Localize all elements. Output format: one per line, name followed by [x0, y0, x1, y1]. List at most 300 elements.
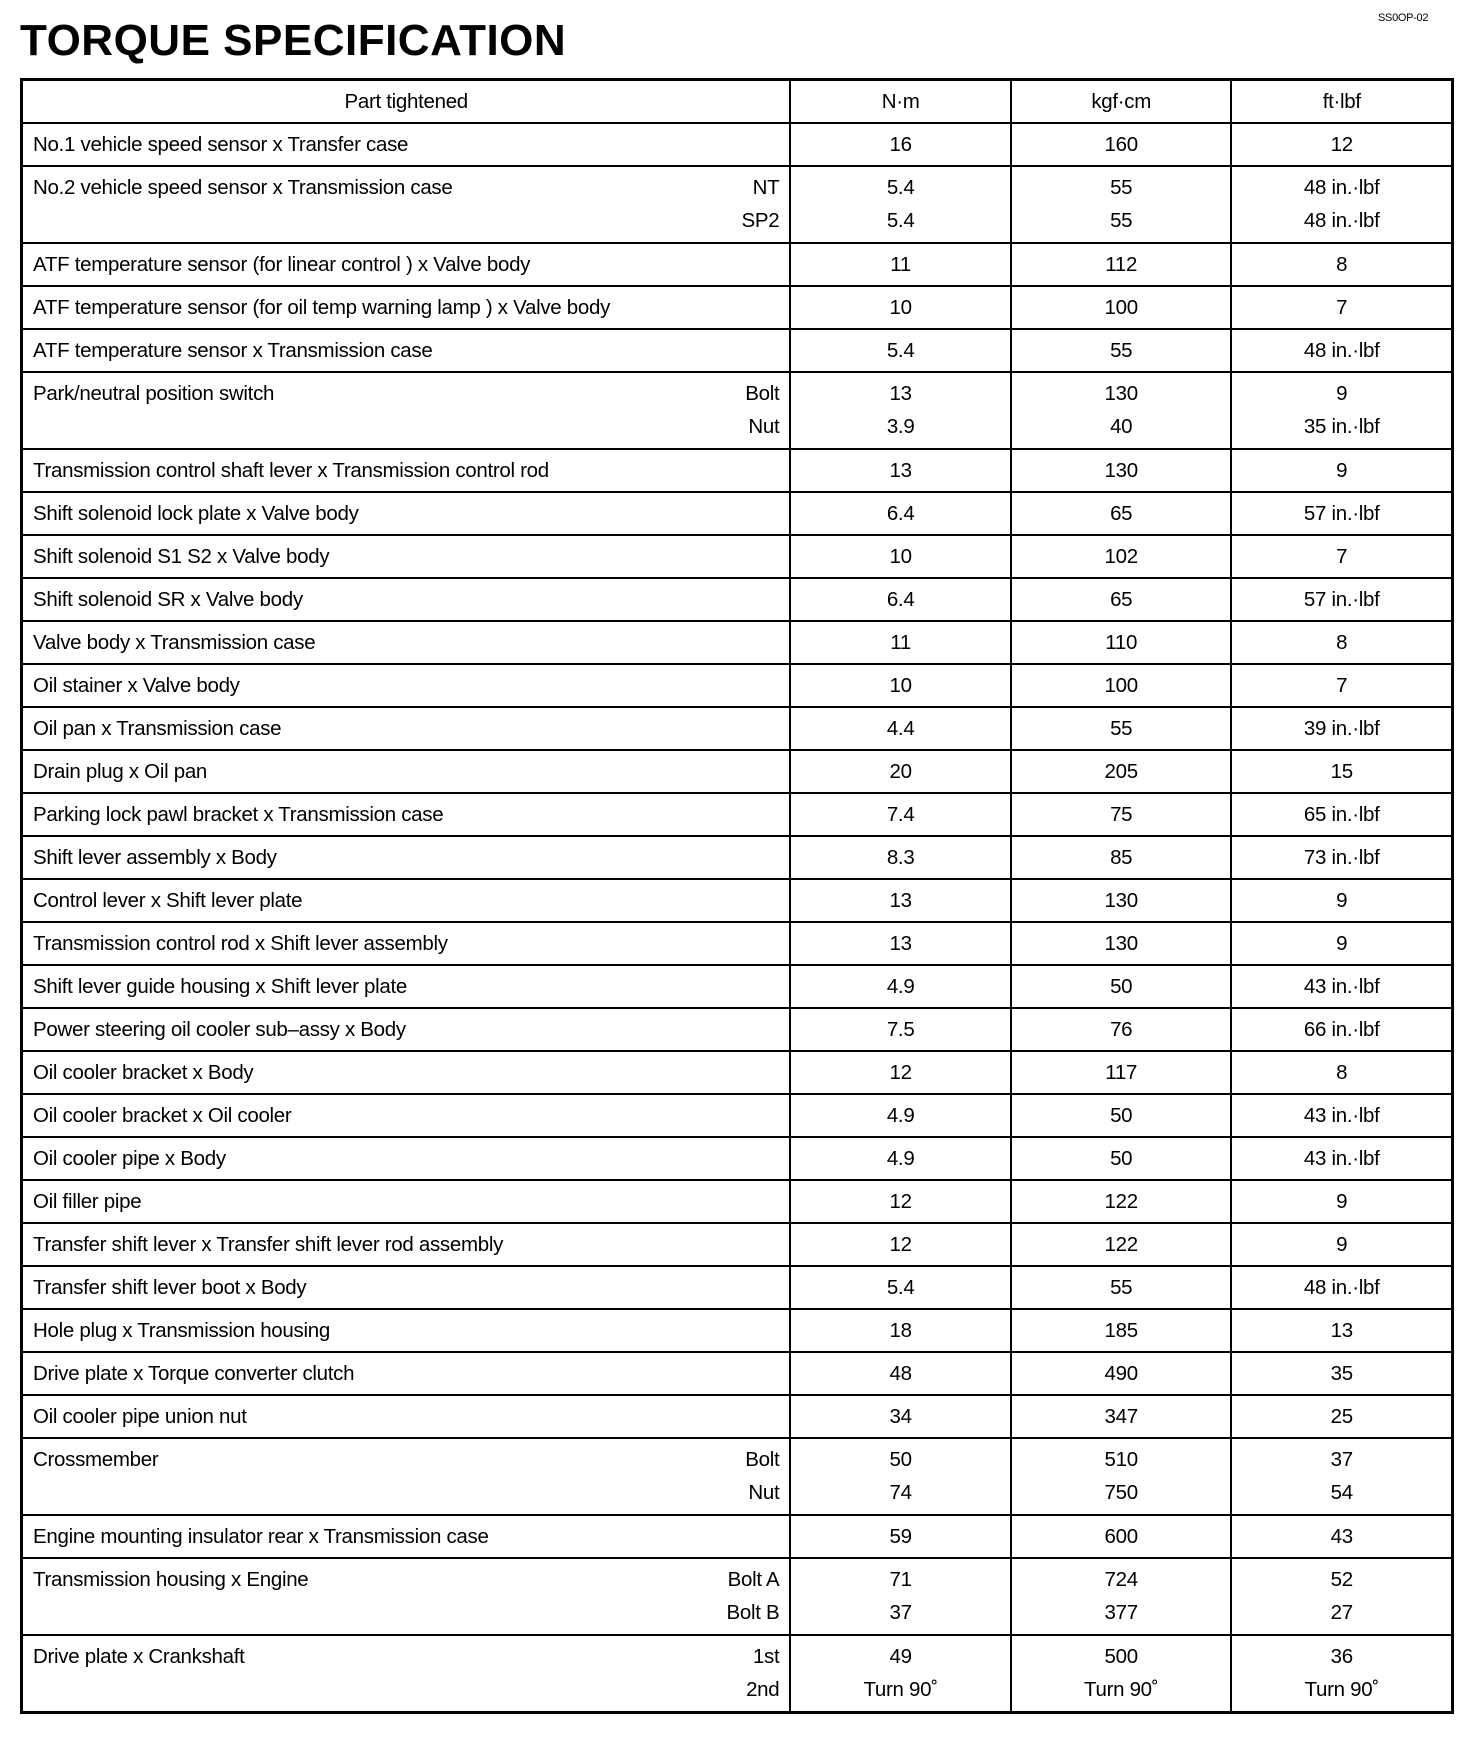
ftlbf-cell — [1231, 1309, 1452, 1352]
value: 7 — [1336, 674, 1348, 697]
kgfcm-cell — [1011, 664, 1232, 707]
part-cell — [22, 286, 791, 329]
part-cell — [22, 664, 791, 707]
nm-cell — [790, 1352, 1011, 1395]
table-row — [22, 707, 1453, 750]
value: 27 — [1330, 1601, 1353, 1624]
sub-label: Nut — [748, 1481, 780, 1504]
value: 13 — [1330, 1319, 1353, 1342]
part-cell — [22, 707, 791, 750]
value: 55 — [1110, 1276, 1133, 1299]
sub-label: 2nd — [746, 1678, 780, 1701]
part-wrap — [33, 712, 789, 745]
ftlbf-cell — [1231, 1635, 1452, 1713]
part-cell — [22, 1309, 791, 1352]
value: 724 — [1104, 1568, 1138, 1591]
value: 9 — [1336, 1233, 1348, 1256]
part-wrap — [33, 1400, 789, 1433]
part-wrap — [33, 1271, 789, 1304]
value: 85 — [1110, 846, 1133, 869]
value: 76 — [1110, 1018, 1133, 1041]
table-row — [22, 123, 1453, 166]
part-name: Engine mounting insulator rear x Transmission case — [33, 1525, 489, 1548]
value: 8 — [1336, 631, 1348, 654]
kgfcm-cell — [1011, 750, 1232, 793]
part-wrap — [33, 1636, 789, 1706]
table-row — [22, 286, 1453, 329]
value: 9 — [1336, 459, 1348, 482]
table-row — [22, 1008, 1453, 1051]
value: Turn 90˚ — [1084, 1678, 1159, 1701]
table-row — [22, 836, 1453, 879]
kgfcm-cell — [1011, 965, 1232, 1008]
part-cell — [22, 123, 791, 166]
ftlbf-cell — [1231, 707, 1452, 750]
value: 55 — [1110, 176, 1133, 199]
nm-cell — [790, 879, 1011, 922]
ftlbf-cell — [1231, 1051, 1452, 1094]
value: 185 — [1104, 1319, 1138, 1342]
part-cell — [22, 535, 791, 578]
kgfcm-cell — [1011, 793, 1232, 836]
nm-cell — [790, 1266, 1011, 1309]
value: 130 — [1104, 932, 1138, 955]
part-name: Hole plug x Transmission housing — [33, 1319, 330, 1342]
table-row — [22, 879, 1453, 922]
value: 50 — [889, 1448, 912, 1471]
nm-cell — [790, 449, 1011, 492]
value: 750 — [1104, 1481, 1138, 1504]
part-wrap — [33, 128, 789, 161]
ftlbf-cell — [1231, 621, 1452, 664]
kgfcm-cell — [1011, 123, 1232, 166]
value: 25 — [1330, 1405, 1353, 1428]
part-wrap — [33, 248, 789, 281]
sub-label: NT — [752, 176, 780, 199]
kgfcm-cell — [1011, 492, 1232, 535]
value: 75 — [1110, 803, 1133, 826]
part-wrap — [33, 540, 789, 573]
kgfcm-cell — [1011, 707, 1232, 750]
part-cell — [22, 1223, 791, 1266]
nm-cell — [790, 1309, 1011, 1352]
nm-cell — [790, 1635, 1011, 1713]
part-name: Valve body x Transmission case — [33, 631, 316, 654]
part-cell — [22, 243, 791, 286]
part-name: Shift solenoid S1 S2 x Valve body — [33, 545, 330, 568]
value: 13 — [889, 382, 912, 405]
value: 5.4 — [886, 1276, 915, 1299]
ftlbf-cell — [1231, 286, 1452, 329]
value: 112 — [1105, 253, 1138, 276]
value: 122 — [1104, 1233, 1138, 1256]
ftlbf-cell — [1231, 1266, 1452, 1309]
table-row — [22, 750, 1453, 793]
part-name: Transmission control rod x Shift lever assembly — [33, 932, 448, 955]
value: 7.4 — [886, 803, 915, 826]
value: 54 — [1330, 1481, 1353, 1504]
part-cell — [22, 372, 791, 449]
sub-labels — [726, 1563, 779, 1629]
value: 130 — [1104, 382, 1138, 405]
part-cell — [22, 1008, 791, 1051]
value: 48 in.·lbf — [1303, 176, 1380, 199]
part-cell — [22, 1051, 791, 1094]
part-name: Oil stainer x Valve body — [33, 674, 240, 697]
value: 12 — [889, 1233, 912, 1256]
part-name: Control lever x Shift lever plate — [33, 889, 303, 912]
header-part: Part tightened — [22, 80, 791, 124]
part-name: Oil pan x Transmission case — [33, 717, 282, 740]
value: 377 — [1104, 1601, 1138, 1624]
ftlbf-cell — [1231, 965, 1452, 1008]
table-row — [22, 1438, 1453, 1515]
kgfcm-cell — [1011, 243, 1232, 286]
header-row — [22, 80, 1453, 124]
torque-table — [20, 78, 1454, 1714]
part-name: Drive plate x Crankshaft — [33, 1645, 245, 1668]
nm-cell — [790, 793, 1011, 836]
ftlbf-cell — [1231, 1008, 1452, 1051]
value: 122 — [1104, 1190, 1138, 1213]
sub-label: Nut — [748, 415, 780, 438]
value: 8 — [1336, 1061, 1348, 1084]
value: 10 — [889, 545, 912, 568]
part-cell — [22, 1094, 791, 1137]
value: 35 — [1330, 1362, 1353, 1385]
kgfcm-cell — [1011, 879, 1232, 922]
part-name: Drain plug x Oil pan — [33, 760, 208, 783]
value: 205 — [1104, 760, 1138, 783]
kgfcm-cell — [1011, 286, 1232, 329]
part-name: No.2 vehicle speed sensor x Transmission case — [33, 176, 453, 199]
ftlbf-cell — [1231, 1352, 1452, 1395]
table-row — [22, 1635, 1453, 1713]
part-wrap — [33, 884, 789, 917]
part-wrap — [33, 583, 789, 616]
value: 5.4 — [886, 209, 915, 232]
table-body — [22, 123, 1453, 1713]
part-wrap — [33, 1439, 789, 1509]
sub-labels — [742, 171, 780, 237]
header-kgfcm: kgf·cm — [1011, 80, 1232, 124]
nm-cell — [790, 1395, 1011, 1438]
part-cell — [22, 1137, 791, 1180]
nm-cell — [790, 664, 1011, 707]
value: 50 — [1110, 1104, 1133, 1127]
table-row — [22, 793, 1453, 836]
value: 48 in.·lbf — [1303, 339, 1380, 362]
value: 10 — [889, 296, 912, 319]
ftlbf-cell — [1231, 123, 1452, 166]
table-row — [22, 1558, 1453, 1635]
part-wrap — [33, 970, 789, 1003]
value: 12 — [889, 1061, 912, 1084]
part-wrap — [33, 669, 789, 702]
kgfcm-cell — [1011, 1352, 1232, 1395]
part-cell — [22, 1515, 791, 1558]
value: 7 — [1336, 296, 1348, 319]
part-wrap — [33, 755, 789, 788]
part-name: Oil cooler pipe x Body — [33, 1147, 226, 1170]
value: 11 — [890, 631, 911, 654]
part-cell — [22, 1635, 791, 1713]
value: 13 — [889, 459, 912, 482]
part-wrap — [33, 1056, 789, 1089]
nm-cell — [790, 286, 1011, 329]
page-code: SS0OP-02 — [1378, 12, 1429, 24]
ftlbf-cell — [1231, 1515, 1452, 1558]
part-name: Shift solenoid SR x Valve body — [33, 588, 303, 611]
value: 490 — [1104, 1362, 1138, 1385]
part-name: Drive plate x Torque converter clutch — [33, 1362, 355, 1385]
ftlbf-cell — [1231, 836, 1452, 879]
value: 8.3 — [886, 846, 915, 869]
nm-cell — [790, 621, 1011, 664]
sub-label: 1st — [752, 1645, 780, 1668]
nm-cell — [790, 1008, 1011, 1051]
part-wrap — [33, 841, 789, 874]
kgfcm-cell — [1011, 1008, 1232, 1051]
value: 20 — [889, 760, 912, 783]
value: 48 in.·lbf — [1303, 1276, 1380, 1299]
value: 5.4 — [886, 339, 915, 362]
value: 57 in.·lbf — [1303, 588, 1380, 611]
kgfcm-cell — [1011, 922, 1232, 965]
value: 52 — [1330, 1568, 1353, 1591]
value: 16 — [889, 133, 912, 156]
value: 12 — [1330, 133, 1353, 156]
sub-label: Bolt A — [727, 1568, 780, 1591]
part-name: Power steering oil cooler sub–assy x Body — [33, 1018, 406, 1041]
ftlbf-cell — [1231, 578, 1452, 621]
kgfcm-cell — [1011, 1395, 1232, 1438]
page-title: TORQUE SPECIFICATION — [20, 16, 567, 65]
value: 600 — [1104, 1525, 1138, 1548]
ftlbf-cell — [1231, 750, 1452, 793]
value: 73 in.·lbf — [1303, 846, 1380, 869]
value: 510 — [1104, 1448, 1138, 1471]
value: 48 in.·lbf — [1303, 209, 1380, 232]
value: 7.5 — [886, 1018, 915, 1041]
value: 35 in.·lbf — [1303, 415, 1380, 438]
part-wrap — [33, 497, 789, 530]
value: 40 — [1110, 415, 1133, 438]
ftlbf-cell — [1231, 535, 1452, 578]
value: 43 — [1330, 1525, 1353, 1548]
header-nm: N·m — [790, 80, 1011, 124]
sub-label: Bolt B — [726, 1601, 780, 1624]
part-cell — [22, 1180, 791, 1223]
value: 49 — [889, 1645, 912, 1668]
value: 4.9 — [886, 1147, 915, 1170]
part-cell — [22, 793, 791, 836]
part-cell — [22, 492, 791, 535]
part-wrap — [33, 1185, 789, 1218]
value: 130 — [1104, 889, 1138, 912]
ftlbf-cell — [1231, 1180, 1452, 1223]
nm-cell — [790, 750, 1011, 793]
kgfcm-cell — [1011, 535, 1232, 578]
header-ftlbf: ft·lbf — [1231, 80, 1452, 124]
kgfcm-cell — [1011, 1438, 1232, 1515]
ftlbf-cell — [1231, 1223, 1452, 1266]
table-row — [22, 965, 1453, 1008]
table-row — [22, 1515, 1453, 1558]
part-wrap — [33, 1228, 789, 1261]
ftlbf-cell — [1231, 243, 1452, 286]
nm-cell — [790, 578, 1011, 621]
part-wrap — [33, 1520, 789, 1553]
sub-labels — [745, 377, 779, 443]
value: 43 in.·lbf — [1303, 975, 1380, 998]
table-row — [22, 1180, 1453, 1223]
value: 65 in.·lbf — [1303, 803, 1380, 826]
table-row — [22, 1223, 1453, 1266]
nm-cell — [790, 166, 1011, 243]
kgfcm-cell — [1011, 166, 1232, 243]
nm-cell — [790, 1180, 1011, 1223]
ftlbf-cell — [1231, 793, 1452, 836]
ftlbf-cell — [1231, 1137, 1452, 1180]
ftlbf-cell — [1231, 922, 1452, 965]
nm-cell — [790, 1438, 1011, 1515]
nm-cell — [790, 1223, 1011, 1266]
value: 12 — [889, 1190, 912, 1213]
sub-label: Bolt — [745, 382, 780, 405]
value: 13 — [889, 932, 912, 955]
value: 160 — [1104, 133, 1138, 156]
nm-cell — [790, 965, 1011, 1008]
ftlbf-cell — [1231, 1558, 1452, 1635]
value: 100 — [1104, 296, 1138, 319]
value: 9 — [1336, 382, 1348, 405]
value: 55 — [1110, 339, 1133, 362]
part-name: Oil cooler bracket x Oil cooler — [33, 1104, 292, 1127]
part-name: Crossmember — [33, 1448, 159, 1471]
nm-cell — [790, 535, 1011, 578]
value: 100 — [1104, 674, 1138, 697]
part-name: Transmission housing x Engine — [33, 1568, 309, 1591]
part-wrap — [33, 1314, 789, 1347]
nm-cell — [790, 329, 1011, 372]
kgfcm-cell — [1011, 1051, 1232, 1094]
nm-cell — [790, 1051, 1011, 1094]
kgfcm-cell — [1011, 372, 1232, 449]
nm-cell — [790, 243, 1011, 286]
nm-cell — [790, 1515, 1011, 1558]
part-name: ATF temperature sensor (for oil temp warning lamp ) x Valve body — [33, 296, 611, 319]
value: 59 — [889, 1525, 912, 1548]
part-wrap — [33, 1142, 789, 1175]
sub-label: SP2 — [741, 209, 780, 232]
table-row — [22, 329, 1453, 372]
nm-cell — [790, 492, 1011, 535]
nm-cell — [790, 836, 1011, 879]
table-row — [22, 578, 1453, 621]
kgfcm-cell — [1011, 1137, 1232, 1180]
ftlbf-cell — [1231, 879, 1452, 922]
part-name: ATF temperature sensor (for linear control ) x Valve body — [33, 253, 531, 276]
value: 117 — [1105, 1061, 1138, 1084]
value: 55 — [1110, 209, 1133, 232]
nm-cell — [790, 1094, 1011, 1137]
sub-labels — [745, 1443, 779, 1509]
value: 50 — [1110, 975, 1133, 998]
value: 6.4 — [886, 502, 915, 525]
value: 18 — [889, 1319, 912, 1342]
value: 50 — [1110, 1147, 1133, 1170]
kgfcm-cell — [1011, 329, 1232, 372]
value: 11 — [890, 253, 911, 276]
kgfcm-cell — [1011, 1094, 1232, 1137]
value: 102 — [1104, 545, 1138, 568]
part-cell — [22, 1558, 791, 1635]
part-wrap — [33, 291, 789, 324]
value: 15 — [1330, 760, 1353, 783]
nm-cell — [790, 123, 1011, 166]
kgfcm-cell — [1011, 1515, 1232, 1558]
part-name: Shift lever guide housing x Shift lever plate — [33, 975, 407, 998]
value: 57 in.·lbf — [1303, 502, 1380, 525]
part-cell — [22, 965, 791, 1008]
nm-cell — [790, 1137, 1011, 1180]
part-name: Oil cooler bracket x Body — [33, 1061, 254, 1084]
part-name: Transfer shift lever x Transfer shift lever rod assembly — [33, 1233, 504, 1256]
part-name: Transfer shift lever boot x Body — [33, 1276, 307, 1299]
value: 37 — [889, 1601, 912, 1624]
part-cell — [22, 836, 791, 879]
sub-labels — [746, 1640, 779, 1706]
value: 34 — [889, 1405, 912, 1428]
table-row — [22, 621, 1453, 664]
value: Turn 90˚ — [1304, 1678, 1379, 1701]
value: 39 in.·lbf — [1303, 717, 1380, 740]
nm-cell — [790, 372, 1011, 449]
kgfcm-cell — [1011, 449, 1232, 492]
part-cell — [22, 621, 791, 664]
value: 4.9 — [886, 975, 915, 998]
part-wrap — [33, 798, 789, 831]
part-cell — [22, 449, 791, 492]
part-name: Shift lever assembly x Body — [33, 846, 277, 869]
table-row — [22, 1266, 1453, 1309]
value: 13 — [889, 889, 912, 912]
nm-cell — [790, 1558, 1011, 1635]
ftlbf-cell — [1231, 1395, 1452, 1438]
part-cell — [22, 1438, 791, 1515]
part-wrap — [33, 1559, 789, 1629]
part-name: ATF temperature sensor x Transmission case — [33, 339, 433, 362]
value: 9 — [1336, 932, 1348, 955]
part-cell — [22, 578, 791, 621]
kgfcm-cell — [1011, 836, 1232, 879]
table-row — [22, 922, 1453, 965]
value: 66 in.·lbf — [1303, 1018, 1380, 1041]
value: Turn 90˚ — [863, 1678, 938, 1701]
part-name: Park/neutral position switch — [33, 382, 275, 405]
ftlbf-cell — [1231, 166, 1452, 243]
kgfcm-cell — [1011, 1558, 1232, 1635]
table-row — [22, 166, 1453, 243]
part-wrap — [33, 373, 789, 443]
value: 43 in.·lbf — [1303, 1104, 1380, 1127]
part-wrap — [33, 1099, 789, 1132]
part-cell — [22, 922, 791, 965]
table-row — [22, 492, 1453, 535]
value: 8 — [1336, 253, 1348, 276]
ftlbf-cell — [1231, 1438, 1452, 1515]
